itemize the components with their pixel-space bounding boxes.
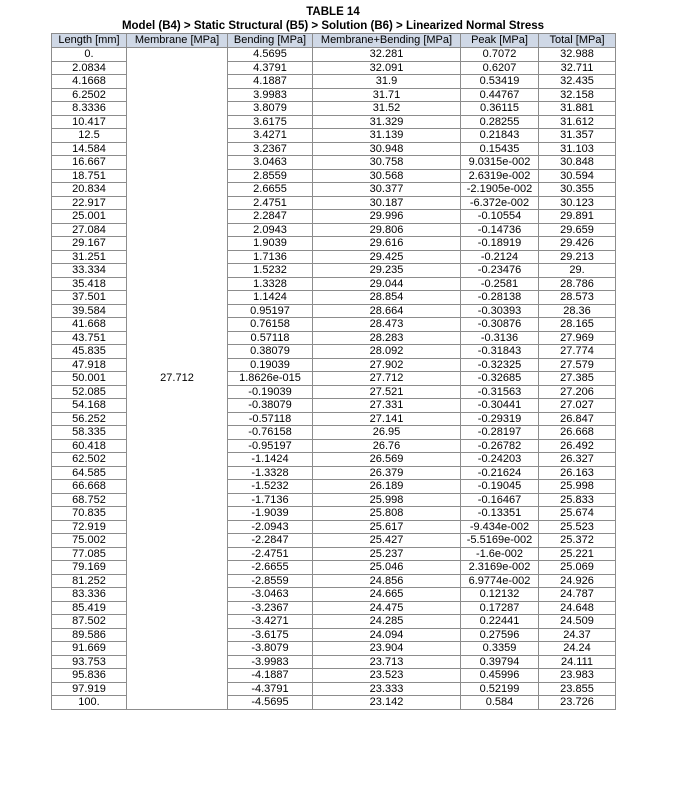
- cell-bending: 2.2847: [228, 210, 313, 224]
- cell-membrane-merged: [127, 48, 228, 710]
- cell-peak: -0.30876: [461, 318, 539, 332]
- cell-length: 37.501: [52, 291, 127, 305]
- cell-total: 26.163: [539, 466, 616, 480]
- cell-total: 29.213: [539, 250, 616, 264]
- cell-length: 8.3336: [52, 102, 127, 116]
- cell-membrane-bending: 24.285: [313, 615, 461, 629]
- header-membrane: Membrane [MPa]: [127, 34, 228, 48]
- cell-length: 41.668: [52, 318, 127, 332]
- cell-membrane-bending: 30.377: [313, 183, 461, 197]
- cell-bending: 2.0943: [228, 223, 313, 237]
- cell-peak: 0.12132: [461, 588, 539, 602]
- cell-peak: -0.30393: [461, 304, 539, 318]
- table-header-row: [52, 34, 616, 48]
- cell-bending: -2.2847: [228, 534, 313, 548]
- cell-peak: 0.39794: [461, 655, 539, 669]
- cell-total: 23.726: [539, 696, 616, 710]
- cell-membrane-bending: 28.473: [313, 318, 461, 332]
- cell-peak: 0.15435: [461, 142, 539, 156]
- cell-bending: 4.5695: [228, 48, 313, 62]
- cell-total: 23.855: [539, 682, 616, 696]
- cell-bending: 3.0463: [228, 156, 313, 170]
- cell-total: 24.787: [539, 588, 616, 602]
- cell-length: 100.: [52, 696, 127, 710]
- cell-peak: -0.2581: [461, 277, 539, 291]
- cell-membrane-bending: 29.425: [313, 250, 461, 264]
- cell-bending: -4.3791: [228, 682, 313, 696]
- cell-peak: -0.3136: [461, 331, 539, 345]
- cell-total: 25.069: [539, 561, 616, 575]
- cell-total: 25.372: [539, 534, 616, 548]
- cell-length: 0.: [52, 48, 127, 62]
- cell-peak: 0.53419: [461, 75, 539, 89]
- cell-peak: 0.27596: [461, 628, 539, 642]
- cell-length: 89.586: [52, 628, 127, 642]
- cell-bending: -2.0943: [228, 520, 313, 534]
- cell-bending: -1.5232: [228, 480, 313, 494]
- cell-total: 23.983: [539, 669, 616, 683]
- cell-membrane-bending: 26.569: [313, 453, 461, 467]
- cell-bending: 1.3328: [228, 277, 313, 291]
- cell-membrane-bending: 30.568: [313, 169, 461, 183]
- cell-bending: -4.1887: [228, 669, 313, 683]
- cell-bending: 1.5232: [228, 264, 313, 278]
- cell-peak: -5.5169e-002: [461, 534, 539, 548]
- linearized-stress-table: [51, 33, 616, 710]
- cell-length: 35.418: [52, 277, 127, 291]
- cell-total: 28.165: [539, 318, 616, 332]
- cell-length: 56.252: [52, 412, 127, 426]
- cell-total: 28.573: [539, 291, 616, 305]
- cell-total: 29.: [539, 264, 616, 278]
- cell-total: 32.435: [539, 75, 616, 89]
- cell-bending: -3.9983: [228, 655, 313, 669]
- cell-peak: 0.45996: [461, 669, 539, 683]
- cell-length: 12.5: [52, 129, 127, 143]
- cell-total: 25.833: [539, 493, 616, 507]
- cell-bending: -2.6655: [228, 561, 313, 575]
- cell-total: 31.881: [539, 102, 616, 116]
- cell-length: 93.753: [52, 655, 127, 669]
- cell-peak: 0.3359: [461, 642, 539, 656]
- cell-bending: 2.6655: [228, 183, 313, 197]
- cell-length: 79.169: [52, 561, 127, 575]
- cell-bending: 3.4271: [228, 129, 313, 143]
- cell-peak: 0.584: [461, 696, 539, 710]
- cell-length: 64.585: [52, 466, 127, 480]
- header-peak: Peak [MPa]: [461, 34, 539, 48]
- cell-membrane-bending: 30.758: [313, 156, 461, 170]
- cell-bending: -1.7136: [228, 493, 313, 507]
- cell-peak: -0.14736: [461, 223, 539, 237]
- cell-length: 85.419: [52, 601, 127, 615]
- cell-membrane-bending: 31.329: [313, 115, 461, 129]
- cell-length: 72.919: [52, 520, 127, 534]
- cell-length: 16.667: [52, 156, 127, 170]
- cell-bending: -0.19039: [228, 385, 313, 399]
- header-bending: Bending [MPa]: [228, 34, 313, 48]
- cell-bending: -0.38079: [228, 399, 313, 413]
- cell-total: 27.774: [539, 345, 616, 359]
- cell-membrane-bending: 27.712: [313, 372, 461, 386]
- cell-total: 25.998: [539, 480, 616, 494]
- header-length: Length [mm]: [52, 34, 127, 48]
- cell-membrane-bending: 25.046: [313, 561, 461, 575]
- cell-bending: 1.7136: [228, 250, 313, 264]
- header-total: Total [MPa]: [539, 34, 616, 48]
- cell-membrane-bending: 30.948: [313, 142, 461, 156]
- cell-membrane-bending: 28.283: [313, 331, 461, 345]
- cell-bending: 0.38079: [228, 345, 313, 359]
- cell-bending: 3.9983: [228, 88, 313, 102]
- cell-membrane-bending: 26.379: [313, 466, 461, 480]
- cell-membrane-bending: 26.76: [313, 439, 461, 453]
- cell-peak: -1.6e-002: [461, 547, 539, 561]
- cell-membrane-bending: 32.091: [313, 61, 461, 75]
- cell-length: 20.834: [52, 183, 127, 197]
- cell-total: 31.357: [539, 129, 616, 143]
- cell-length: 50.001: [52, 372, 127, 386]
- cell-length: 81.252: [52, 574, 127, 588]
- cell-length: 2.0834: [52, 61, 127, 75]
- cell-membrane-bending: 28.092: [313, 345, 461, 359]
- cell-peak: 0.6207: [461, 61, 539, 75]
- cell-length: 39.584: [52, 304, 127, 318]
- cell-membrane-bending: 29.235: [313, 264, 461, 278]
- cell-total: 30.123: [539, 196, 616, 210]
- cell-membrane-bending: 29.616: [313, 237, 461, 251]
- cell-peak: -0.18919: [461, 237, 539, 251]
- cell-peak: -2.1905e-002: [461, 183, 539, 197]
- cell-total: 31.103: [539, 142, 616, 156]
- cell-length: 66.668: [52, 480, 127, 494]
- header-membrane-bending: Membrane+Bending [MPa]: [313, 34, 461, 48]
- cell-total: 26.492: [539, 439, 616, 453]
- cell-length: 4.1668: [52, 75, 127, 89]
- cell-peak: -9.434e-002: [461, 520, 539, 534]
- cell-peak: 0.44767: [461, 88, 539, 102]
- cell-length: 45.835: [52, 345, 127, 359]
- cell-total: 24.648: [539, 601, 616, 615]
- cell-membrane-bending: 25.237: [313, 547, 461, 561]
- cell-membrane-bending: 23.713: [313, 655, 461, 669]
- cell-total: 24.24: [539, 642, 616, 656]
- cell-total: 27.579: [539, 358, 616, 372]
- cell-membrane-bending: 24.475: [313, 601, 461, 615]
- cell-peak: -0.16467: [461, 493, 539, 507]
- cell-peak: -0.26782: [461, 439, 539, 453]
- cell-total: 28.786: [539, 277, 616, 291]
- cell-total: 30.355: [539, 183, 616, 197]
- cell-total: 24.509: [539, 615, 616, 629]
- cell-bending: -3.6175: [228, 628, 313, 642]
- cell-length: 95.836: [52, 669, 127, 683]
- cell-bending: 3.2367: [228, 142, 313, 156]
- cell-length: 29.167: [52, 237, 127, 251]
- cell-peak: -0.19045: [461, 480, 539, 494]
- cell-peak: 0.17287: [461, 601, 539, 615]
- cell-membrane-bending: 32.281: [313, 48, 461, 62]
- cell-total: 30.594: [539, 169, 616, 183]
- cell-membrane-bending: 31.52: [313, 102, 461, 116]
- cell-peak: 0.36115: [461, 102, 539, 116]
- cell-peak: -0.24203: [461, 453, 539, 467]
- cell-membrane-bending: 31.139: [313, 129, 461, 143]
- cell-peak: 6.9774e-002: [461, 574, 539, 588]
- cell-peak: -0.21624: [461, 466, 539, 480]
- cell-total: 24.926: [539, 574, 616, 588]
- cell-bending: -0.76158: [228, 426, 313, 440]
- cell-length: 75.002: [52, 534, 127, 548]
- cell-bending: 4.3791: [228, 61, 313, 75]
- cell-membrane-bending: 28.664: [313, 304, 461, 318]
- cell-total: 32.988: [539, 48, 616, 62]
- cell-total: 29.659: [539, 223, 616, 237]
- cell-bending: 3.6175: [228, 115, 313, 129]
- cell-membrane-bending: 23.523: [313, 669, 461, 683]
- cell-total: 26.847: [539, 412, 616, 426]
- cell-bending: -0.95197: [228, 439, 313, 453]
- cell-length: 54.168: [52, 399, 127, 413]
- cell-membrane-bending: 25.808: [313, 507, 461, 521]
- cell-bending: -0.57118: [228, 412, 313, 426]
- cell-membrane-bending: 29.806: [313, 223, 461, 237]
- cell-length: 58.335: [52, 426, 127, 440]
- cell-bending: -3.0463: [228, 588, 313, 602]
- cell-peak: -0.28197: [461, 426, 539, 440]
- cell-bending: -2.4751: [228, 547, 313, 561]
- cell-peak: -0.23476: [461, 264, 539, 278]
- cell-membrane-bending: 30.187: [313, 196, 461, 210]
- cell-peak: 0.21843: [461, 129, 539, 143]
- cell-length: 52.085: [52, 385, 127, 399]
- cell-bending: 0.95197: [228, 304, 313, 318]
- cell-length: 33.334: [52, 264, 127, 278]
- cell-length: 10.417: [52, 115, 127, 129]
- cell-membrane-bending: 27.141: [313, 412, 461, 426]
- cell-bending: -3.4271: [228, 615, 313, 629]
- cell-bending: 2.8559: [228, 169, 313, 183]
- cell-length: 60.418: [52, 439, 127, 453]
- cell-peak: 2.3169e-002: [461, 561, 539, 575]
- cell-peak: -0.10554: [461, 210, 539, 224]
- cell-peak: -0.2124: [461, 250, 539, 264]
- cell-total: 26.668: [539, 426, 616, 440]
- cell-membrane-bending: 27.902: [313, 358, 461, 372]
- membrane-value: 27.712: [160, 372, 194, 385]
- cell-membrane-bending: 26.189: [313, 480, 461, 494]
- cell-length: 22.917: [52, 196, 127, 210]
- cell-total: 29.891: [539, 210, 616, 224]
- cell-total: 27.027: [539, 399, 616, 413]
- cell-peak: -0.32325: [461, 358, 539, 372]
- cell-total: 28.36: [539, 304, 616, 318]
- cell-total: 24.111: [539, 655, 616, 669]
- cell-membrane-bending: 26.95: [313, 426, 461, 440]
- cell-total: 27.206: [539, 385, 616, 399]
- cell-membrane-bending: 31.9: [313, 75, 461, 89]
- cell-membrane-bending: 25.617: [313, 520, 461, 534]
- cell-bending: 1.1424: [228, 291, 313, 305]
- table-container: [51, 5, 615, 710]
- cell-peak: -6.372e-002: [461, 196, 539, 210]
- cell-membrane-bending: 23.904: [313, 642, 461, 656]
- table-row: [52, 48, 616, 62]
- table-title: TABLE 14: [306, 6, 360, 18]
- cell-bending: 1.9039: [228, 237, 313, 251]
- cell-total: 29.426: [539, 237, 616, 251]
- cell-length: 14.584: [52, 142, 127, 156]
- cell-membrane-bending: 27.521: [313, 385, 461, 399]
- cell-length: 68.752: [52, 493, 127, 507]
- cell-bending: 0.76158: [228, 318, 313, 332]
- cell-bending: -3.8079: [228, 642, 313, 656]
- cell-bending: -1.3328: [228, 466, 313, 480]
- cell-bending: -1.1424: [228, 453, 313, 467]
- cell-peak: -0.31843: [461, 345, 539, 359]
- cell-total: 32.711: [539, 61, 616, 75]
- cell-total: 26.327: [539, 453, 616, 467]
- cell-membrane-bending: 29.996: [313, 210, 461, 224]
- cell-length: 27.084: [52, 223, 127, 237]
- cell-length: 43.751: [52, 331, 127, 345]
- cell-total: 32.158: [539, 88, 616, 102]
- table-body: [52, 48, 616, 710]
- cell-bending: 0.57118: [228, 331, 313, 345]
- cell-peak: 0.7072: [461, 48, 539, 62]
- cell-peak: 0.22441: [461, 615, 539, 629]
- cell-bending: 3.8079: [228, 102, 313, 116]
- cell-membrane-bending: 24.094: [313, 628, 461, 642]
- cell-bending: -3.2367: [228, 601, 313, 615]
- cell-peak: 0.28255: [461, 115, 539, 129]
- cell-membrane-bending: 31.71: [313, 88, 461, 102]
- cell-membrane-bending: 25.998: [313, 493, 461, 507]
- cell-length: 97.919: [52, 682, 127, 696]
- cell-membrane-bending: 24.665: [313, 588, 461, 602]
- cell-membrane-bending: 23.142: [313, 696, 461, 710]
- table-caption-path: Model (B4) > Static Structural (B5) > Solution (B6) > Linearized Normal Stress: [121, 20, 545, 32]
- cell-total: 25.523: [539, 520, 616, 534]
- cell-peak: 0.52199: [461, 682, 539, 696]
- cell-length: 70.835: [52, 507, 127, 521]
- cell-peak: 2.6319e-002: [461, 169, 539, 183]
- cell-total: 27.969: [539, 331, 616, 345]
- cell-peak: -0.32685: [461, 372, 539, 386]
- cell-membrane-bending: 29.044: [313, 277, 461, 291]
- cell-peak: -0.29319: [461, 412, 539, 426]
- cell-bending: 1.8626e-015: [228, 372, 313, 386]
- cell-bending: 0.19039: [228, 358, 313, 372]
- cell-peak: -0.13351: [461, 507, 539, 521]
- cell-total: 27.385: [539, 372, 616, 386]
- cell-membrane-bending: 27.331: [313, 399, 461, 413]
- cell-length: 77.085: [52, 547, 127, 561]
- cell-bending: -2.8559: [228, 574, 313, 588]
- cell-length: 47.918: [52, 358, 127, 372]
- cell-peak: 9.0315e-002: [461, 156, 539, 170]
- cell-membrane-bending: 25.427: [313, 534, 461, 548]
- cell-total: 31.612: [539, 115, 616, 129]
- cell-membrane-bending: 24.856: [313, 574, 461, 588]
- cell-length: 25.001: [52, 210, 127, 224]
- cell-membrane-bending: 28.854: [313, 291, 461, 305]
- cell-total: 30.848: [539, 156, 616, 170]
- cell-length: 62.502: [52, 453, 127, 467]
- cell-bending: -4.5695: [228, 696, 313, 710]
- cell-length: 87.502: [52, 615, 127, 629]
- cell-bending: 4.1887: [228, 75, 313, 89]
- cell-peak: -0.30441: [461, 399, 539, 413]
- cell-length: 91.669: [52, 642, 127, 656]
- cell-peak: -0.28138: [461, 291, 539, 305]
- cell-length: 6.2502: [52, 88, 127, 102]
- cell-bending: 2.4751: [228, 196, 313, 210]
- cell-total: 24.37: [539, 628, 616, 642]
- cell-length: 83.336: [52, 588, 127, 602]
- cell-length: 18.751: [52, 169, 127, 183]
- cell-membrane-bending: 23.333: [313, 682, 461, 696]
- cell-total: 25.674: [539, 507, 616, 521]
- cell-peak: -0.31563: [461, 385, 539, 399]
- cell-bending: -1.9039: [228, 507, 313, 521]
- cell-length: 31.251: [52, 250, 127, 264]
- cell-total: 25.221: [539, 547, 616, 561]
